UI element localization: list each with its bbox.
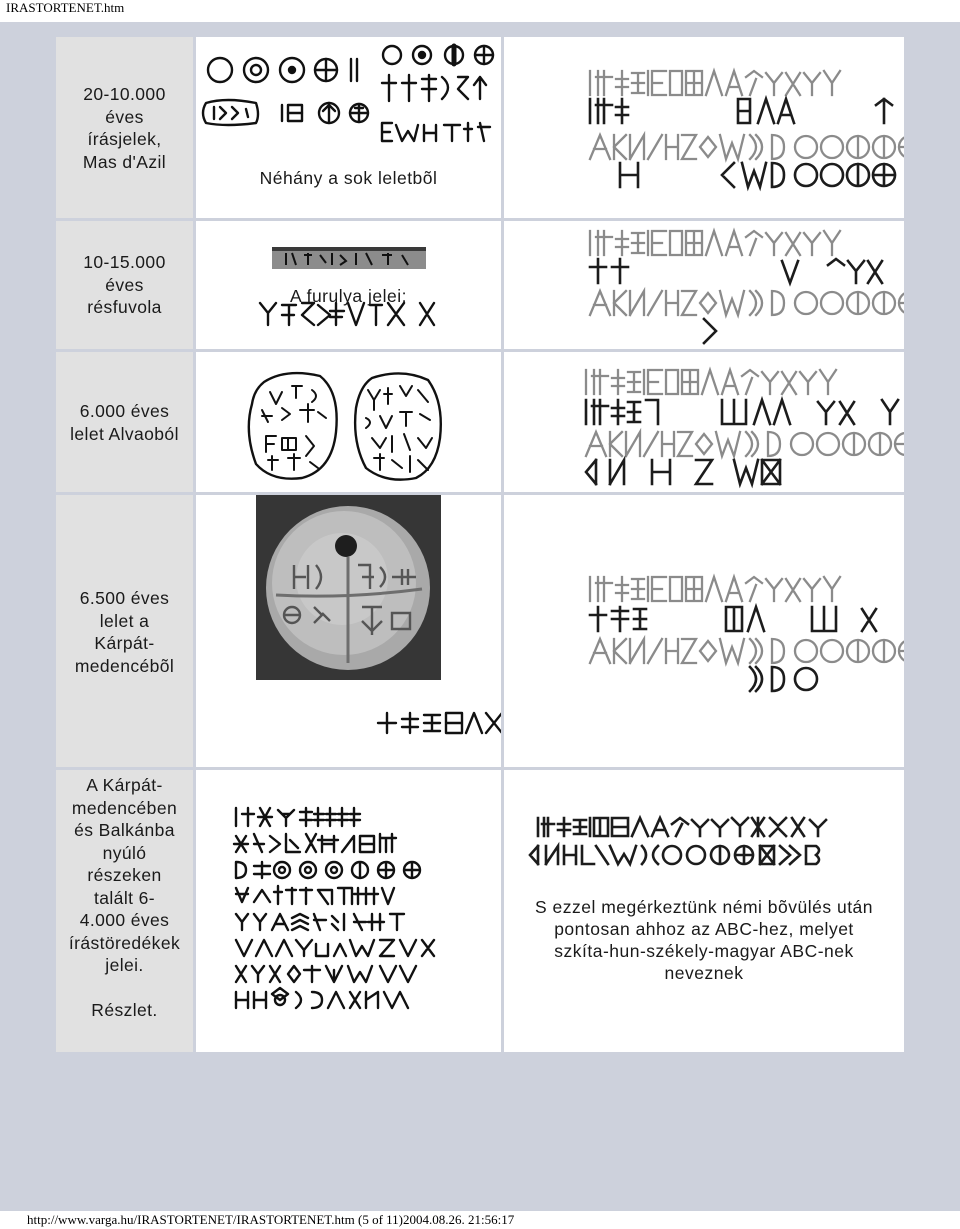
label-line: éves (105, 106, 144, 127)
row3-image-cell (196, 352, 501, 492)
row4-label-cell (56, 495, 193, 767)
alvao-tablets-image (196, 352, 501, 492)
label-line: 4.000 éves (79, 910, 170, 930)
row1-label-cell (56, 37, 193, 218)
label-line: Kárpát- (94, 633, 155, 653)
label-line: és Balkánba (74, 820, 175, 840)
row2-image-cell (196, 221, 501, 349)
row1-label (58, 83, 191, 173)
row4-alphabet-comparison-image (504, 495, 904, 767)
conclusion-line: pontosan ahhoz az ABC-hez, melyet (554, 919, 854, 939)
row5-conclusion-text (504, 896, 904, 984)
row5-alphabet-cell (504, 770, 904, 1052)
label-line: A Kárpát- (86, 775, 163, 795)
document-footer (0, 1211, 960, 1229)
row5-label (58, 774, 191, 1022)
row4-image-cell (196, 495, 501, 767)
row1-alphabet-cell (504, 37, 904, 218)
row2-alphabet-cell (504, 221, 904, 349)
label-line: írástöredékek (68, 932, 181, 953)
label-line: medencében (71, 797, 178, 818)
label-line: éves (105, 274, 144, 295)
row1-image-cell (196, 37, 501, 218)
row3-label-cell (56, 352, 193, 492)
row1-alphabet-comparison-image (504, 37, 904, 218)
row2-alphabet-comparison-image (504, 221, 904, 349)
flute-signs-image (196, 221, 501, 349)
row1-caption: Néhány a sok leletbõl (259, 168, 438, 188)
row2-label (58, 251, 191, 319)
row3-alphabet-cell (504, 352, 904, 492)
mas-dazil-pebble-signs-image (196, 37, 501, 218)
label-line: 6.500 éves (79, 588, 170, 608)
label-line: 10-15.000 (83, 252, 166, 272)
row2-caption: A furulya jelei: (290, 286, 407, 306)
footer-url: http://www.varga.hu/IRASTORTENET/IRASTORTENET.htm (5 of 11)2004.08.26. 21:56:17 (27, 1212, 515, 1227)
row5-image-cell (196, 770, 501, 1052)
conclusion-line: neveznek (664, 963, 744, 983)
row3-alphabet-comparison-image (504, 352, 904, 492)
label-line: medencébõl (74, 655, 175, 676)
conclusion-line: szkíta-hun-székely-magyar ABC-nek (554, 941, 854, 961)
label-line: írásjelek, (87, 129, 162, 149)
label-line (58, 977, 191, 1000)
label-line: részeken (87, 865, 162, 885)
balkan-script-fragments-image (196, 770, 501, 1052)
label-line: lelet a (99, 610, 150, 631)
label-line: talált 6- (94, 887, 155, 908)
label-line: lelet Alvaoból (70, 423, 179, 444)
script-history-table (56, 37, 904, 1052)
carpathian-disc-image (196, 495, 501, 767)
document-title: IRASTORTENET.htm (6, 0, 125, 15)
conclusion-line: S ezzel megérkeztünk némi bõvülés után (534, 897, 874, 917)
row3-label (58, 400, 191, 445)
label-line: Mas d'Azil (82, 151, 167, 172)
row4-alphabet-cell (504, 495, 904, 767)
row2-label-cell (56, 221, 193, 349)
label-line: résfuvola (87, 297, 162, 317)
label-line: Részlet. (91, 1000, 158, 1020)
label-line: jelei. (105, 955, 144, 975)
row5-label-cell (56, 770, 193, 1052)
row4-label (58, 587, 191, 677)
label-line: nyúló (102, 842, 147, 863)
document-header (0, 0, 960, 22)
label-line: 6.000 éves (79, 401, 170, 421)
label-line: 20-10.000 (83, 84, 166, 104)
